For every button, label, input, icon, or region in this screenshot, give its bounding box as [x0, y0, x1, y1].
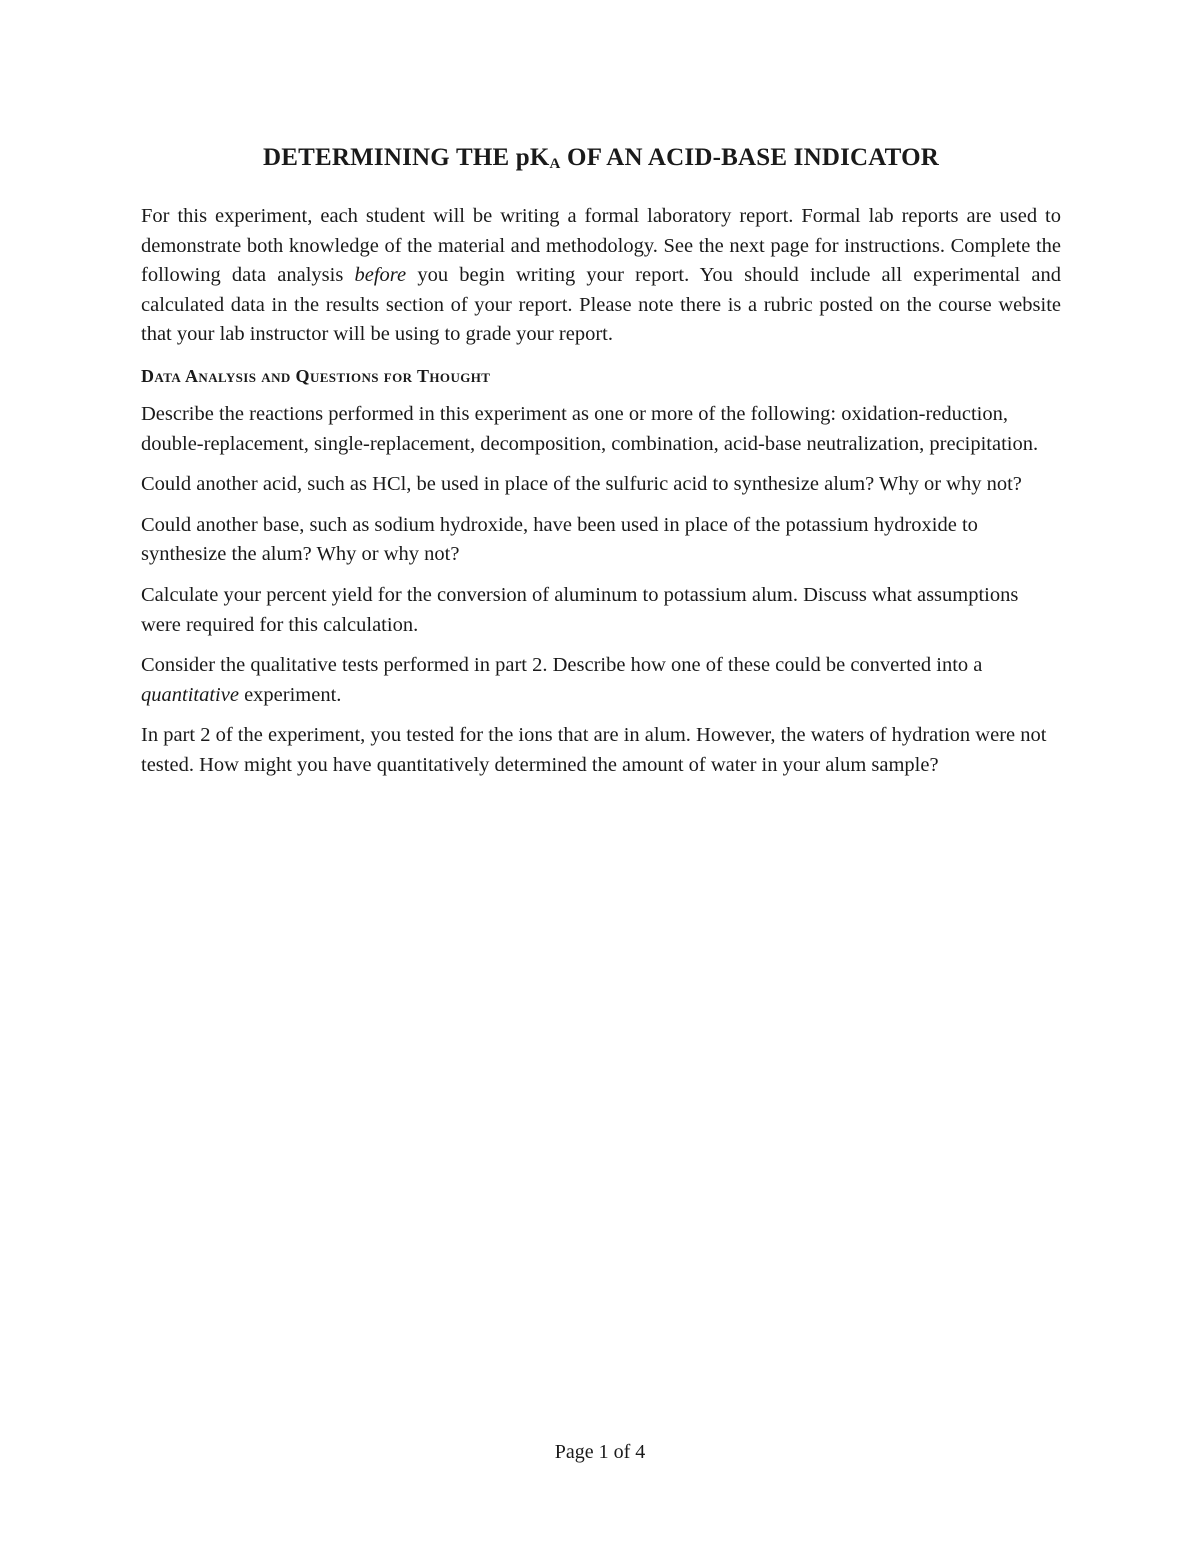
- question-5: [141, 651, 1061, 710]
- intro-emphasis: before: [354, 264, 407, 287]
- question-5-emphasis: quantitative: [141, 683, 239, 706]
- title-subscript: A: [549, 156, 561, 172]
- page-number-footer: Page 1 of 4: [554, 1441, 646, 1463]
- question-1: Describe the reactions performed in this experiment as one or more of the following: oxidation-reduction, double-replacement, single-replacement, decomposition, combination, acid-base neutralization, precipitation.: [141, 402, 1039, 455]
- intro-text-2: you begin writing your report. You should include all experimental and calculated data in the results section of your report. Please note there is a rubric posted on the course website that your lab instructor will be using to grade your report.: [141, 264, 1062, 346]
- document-title: [141, 144, 1061, 173]
- intro-paragraph: [141, 202, 1061, 350]
- title-suffix: OF AN ACID-BASE INDICATOR: [560, 144, 939, 171]
- intro-text-1: For this experiment, each student will be writing a formal laboratory report. Formal lab reports are used to demonstrate both knowledge of the material and methodology. See the next page for instructions. Complete the following data analysis: [141, 205, 1061, 287]
- question-6: In part 2 of the experiment, you tested for the ions that are in alum. However, the waters of hydration were not tested. How might you have quantitatively determined the amount of water in your alum sample?: [141, 724, 1047, 776]
- title-prefix: DETERMINING THE pK: [263, 144, 550, 171]
- question-3: Could another base, such as sodium hydroxide, have been used in place of the potassium hydroxide to synthesize the alum? Why or why not?: [141, 513, 978, 566]
- question-4: Calculate your percent yield for the conversion of aluminum to potassium alum. Discuss what assumptions were required for this calculation.: [141, 583, 1019, 636]
- question-5-text-1: Consider the qualitative tests performed in part 2. Describe how one of these could be converted into a: [141, 654, 983, 677]
- section-heading: Data Analysis and Questions for Thought: [141, 365, 491, 386]
- document-body: [141, 202, 1061, 792]
- question-2: Could another acid, such as HCl, be used in place of the sulfuric acid to synthesize alum? Why or why not?: [141, 473, 1022, 496]
- question-5-text-2: experiment.: [238, 683, 342, 706]
